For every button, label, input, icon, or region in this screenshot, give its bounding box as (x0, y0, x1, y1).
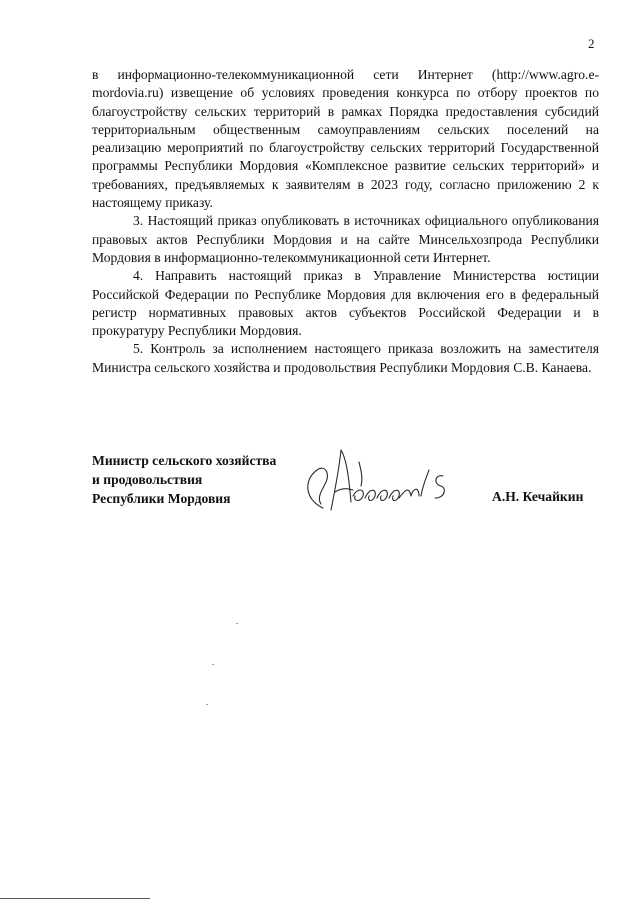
bottom-rule (0, 898, 150, 899)
paragraph-5: 5. Контроль за исполнением настоящего приказа возложить на заместителя Министра сельского хозяйства и продовольствия Республики Мордовия С.В. Канаева. (92, 341, 599, 375)
signatory-title-line-1: Министр сельского хозяйства (92, 453, 277, 468)
scan-speck (206, 704, 208, 705)
signatory-title (92, 451, 276, 508)
paragraph-3: 3. Настоящий приказ опубликовать в источниках официального опубликования правовых актов Республики Мордовия и на сайте Минсельхозпрода Республики Мордовия в информационно-телекоммуникационной сети Интернет. (92, 213, 599, 265)
page-number: 2 (588, 36, 595, 51)
handwritten-signature (295, 440, 465, 520)
signatory-title-line-3: Республики Мордовия (92, 491, 231, 506)
paragraph-4: 4. Направить настоящий приказ в Управление Министерства юстиции Российской Федерации по Республике Мордовия для включения его в федеральный регистр нормативных правовых актов субъектов Российской Федерации и в прокуратуру Республики Мордовия. (92, 268, 599, 339)
signatory-title-line-2: и продовольствия (92, 472, 203, 487)
document-body (92, 66, 599, 377)
paragraph-continuation: в информационно-телекоммуникационной сети Интернет (http://www.agro.e-mordovia.ru) извещение об условиях проведения конкурса по отбору проектов по благоустройству сельских территорий в рамках Порядка предоставления субсидий территориальным общественным самоуправлениям сельских поселений на реализацию мероприятий по благоустройству сельских территорий Государственной программы Республики Мордовия «Комплексное развитие сельских территорий» и требованиях, предъявляемых к заявителям в 2023 году, согласно приложению 2 к настоящему приказу. (92, 67, 599, 211)
scan-speck (212, 664, 214, 665)
scan-speck (236, 623, 238, 624)
signatory-name: А.Н. Кечайкин (492, 489, 584, 504)
